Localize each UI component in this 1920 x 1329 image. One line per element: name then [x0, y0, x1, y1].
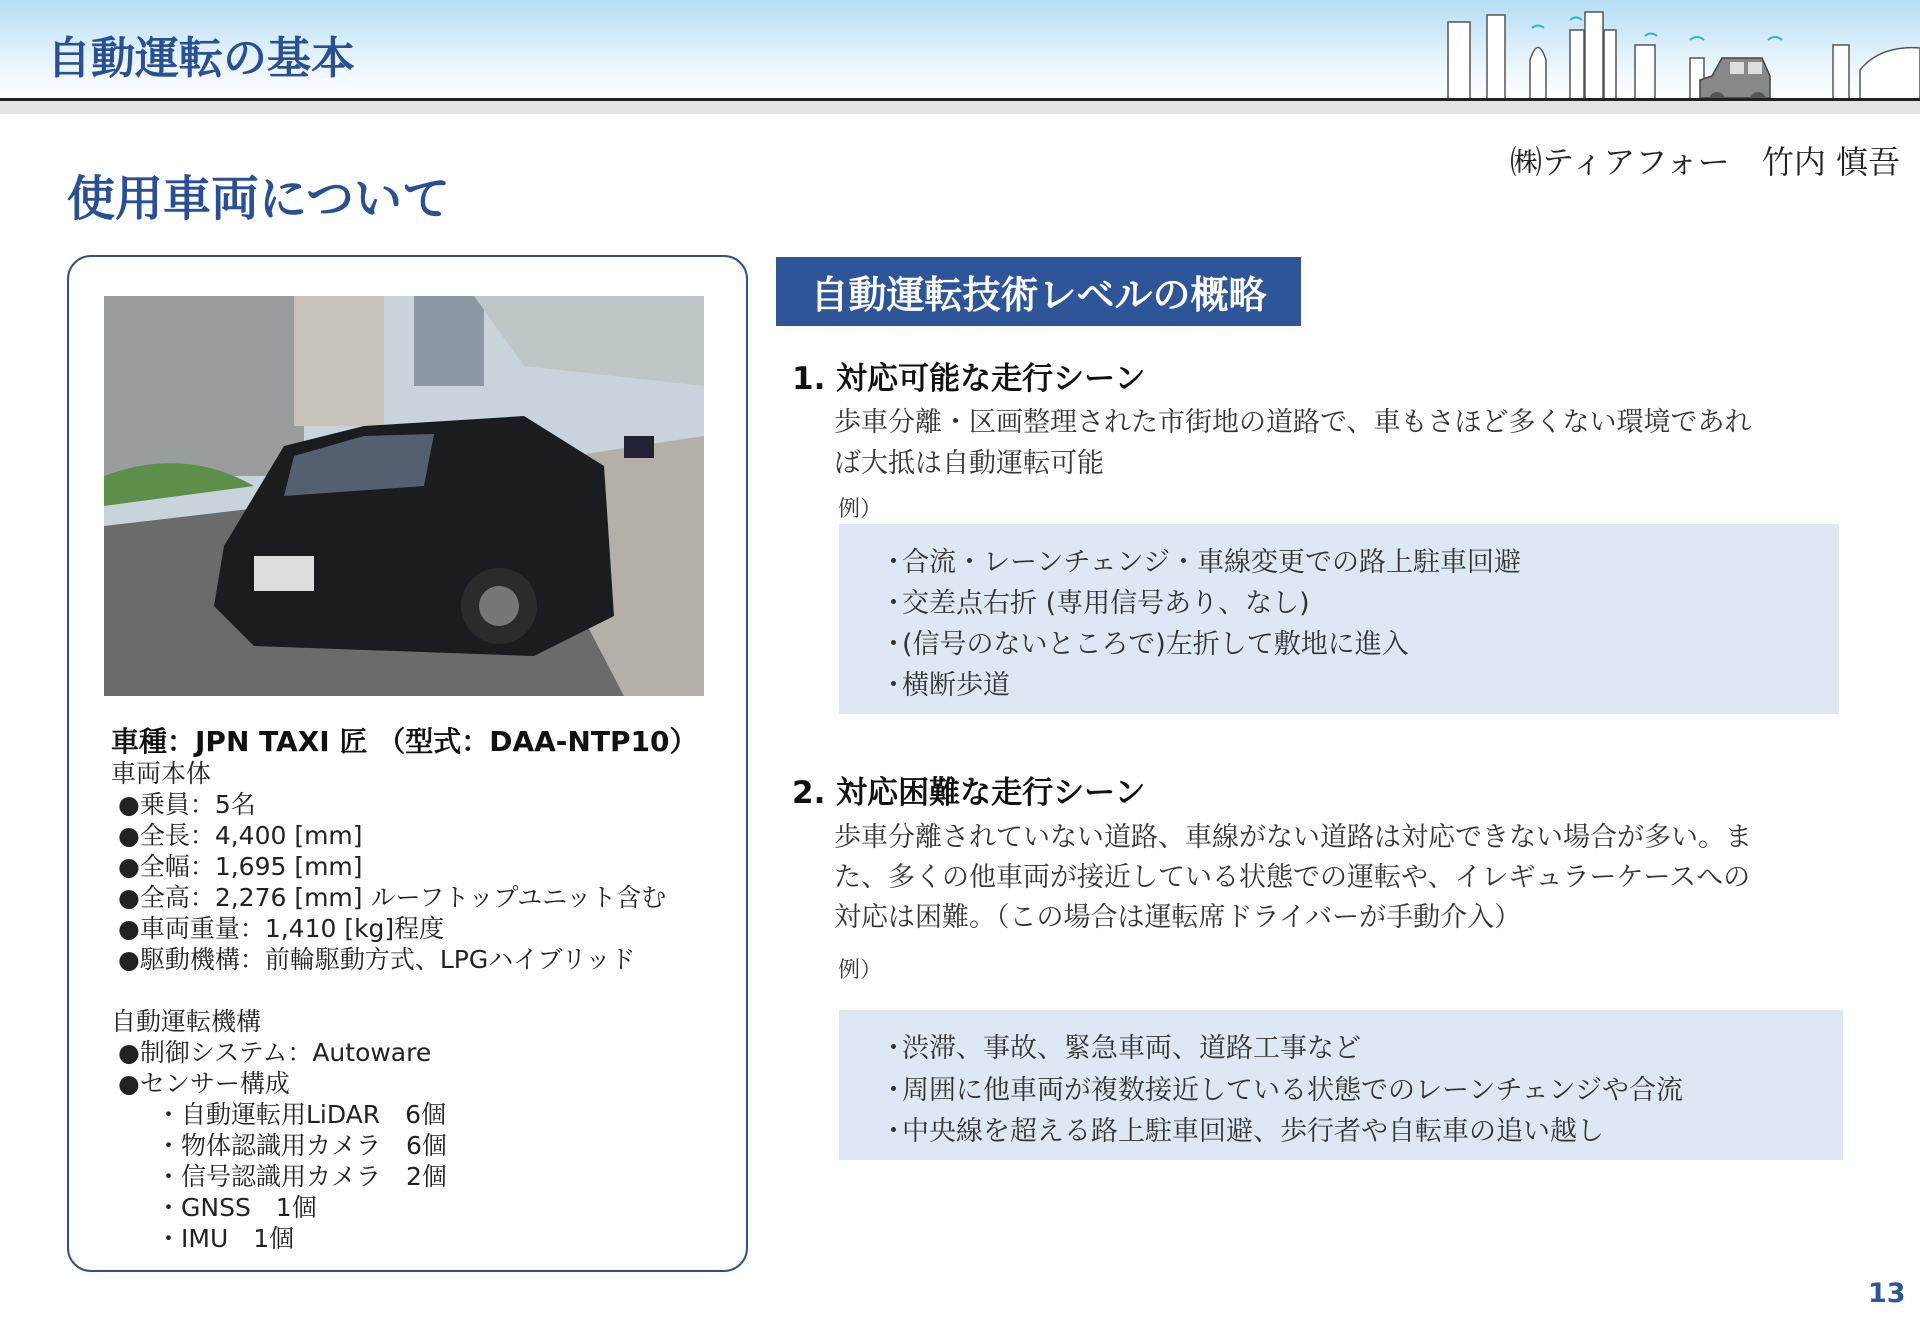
city-skyline-illustration: [1440, 0, 1920, 114]
example-item: ・横断歩道: [880, 663, 1010, 702]
example-label: 例）: [838, 497, 883, 522]
spec-item: ●車両重量：1,410 [kg]程度: [118, 914, 445, 943]
spec-item: ●駆動機構：前輪駆動方式、LPGハイブリッド: [118, 945, 636, 974]
author: ㈱ティアフォー 竹内 慎吾: [1509, 143, 1900, 181]
section-body: た、多くの他車両が接近している状態での運転や、イレギュラーケースへの: [834, 862, 1751, 893]
ad-heading: 自動運転機構: [111, 1007, 262, 1036]
sensor-item: ・GNSS 1個: [156, 1193, 317, 1222]
spec-item: ●全幅：1,695 [mm]: [118, 852, 363, 881]
header-band: [0, 101, 1920, 114]
example-item: ・渋滞、事故、緊急車両、道路工事など: [880, 1026, 1361, 1065]
bullet-icon: ・: [880, 629, 907, 660]
bullet-icon: ・: [880, 670, 907, 701]
sensor-item: ・自動運転用LiDAR 6個: [156, 1100, 447, 1129]
bullet-icon: ・: [880, 588, 907, 619]
example-item: ・交差点右折 (専用信号あり、なし): [880, 581, 1310, 620]
spec-item: ●全長：4,400 [mm]: [118, 821, 363, 850]
sensor-item: ・信号認識用カメラ 2個: [156, 1162, 447, 1191]
example-item: ・合流・レーンチェンジ・車線変更での路上駐車回避: [880, 540, 1521, 579]
bullet-icon: ・: [880, 1116, 907, 1147]
example-item: ・周囲に他車両が複数接近している状態でのレーンチェンジや合流: [880, 1068, 1683, 1107]
example-item: ・中央線を超える路上駐車回避、歩行者や自転車の追い越し: [880, 1109, 1604, 1148]
bullet-icon: ・: [880, 1075, 907, 1106]
sensor-item: ・IMU 1個: [156, 1224, 295, 1253]
vehicle-model: 車種：JPN TAXI 匠 （型式：DAA-NTP10）: [111, 725, 698, 758]
section-title: 1. 対応可能な走行シーン: [792, 361, 1146, 397]
section-title: 2. 対応困難な走行シーン: [792, 775, 1146, 811]
section-body: 歩車分離・区画整理された市街地の道路で、車もさほど多くない環境であれ: [834, 407, 1752, 438]
section-body: ば大抵は自動運転可能: [834, 448, 1104, 479]
levels-heading: 自動運転技術レベルの概略: [776, 257, 1301, 326]
taxi-photo: [104, 296, 704, 696]
section-body: 歩車分離されていない道路、車線がない道路は対応できない場合が多い。ま: [834, 822, 1752, 853]
spec-item: ●乗員：5名: [118, 790, 256, 819]
page-number: 13: [1868, 1278, 1906, 1309]
example-label: 例）: [838, 958, 883, 983]
example-item: ・(信号のないところで)左折して敷地に進入: [880, 622, 1409, 661]
bullet-icon: ・: [880, 1033, 907, 1064]
header-title: 自動運転の基本: [47, 33, 355, 84]
ad-item: ●制御システム：Autoware: [118, 1038, 432, 1067]
ad-item: ●センサー構成: [118, 1069, 290, 1098]
section-body: 対応は困難。（この場合は運転席ドライバーが手動介入）: [834, 902, 1522, 933]
spec-item: ●全高：2,276 [mm] ルーフトップユニット含む: [118, 883, 667, 912]
sensor-item: ・物体認識用カメラ 6個: [156, 1131, 447, 1160]
body-heading: 車両本体: [111, 759, 212, 788]
bullet-icon: ・: [880, 547, 907, 578]
page-title: 使用車両について: [67, 171, 451, 227]
